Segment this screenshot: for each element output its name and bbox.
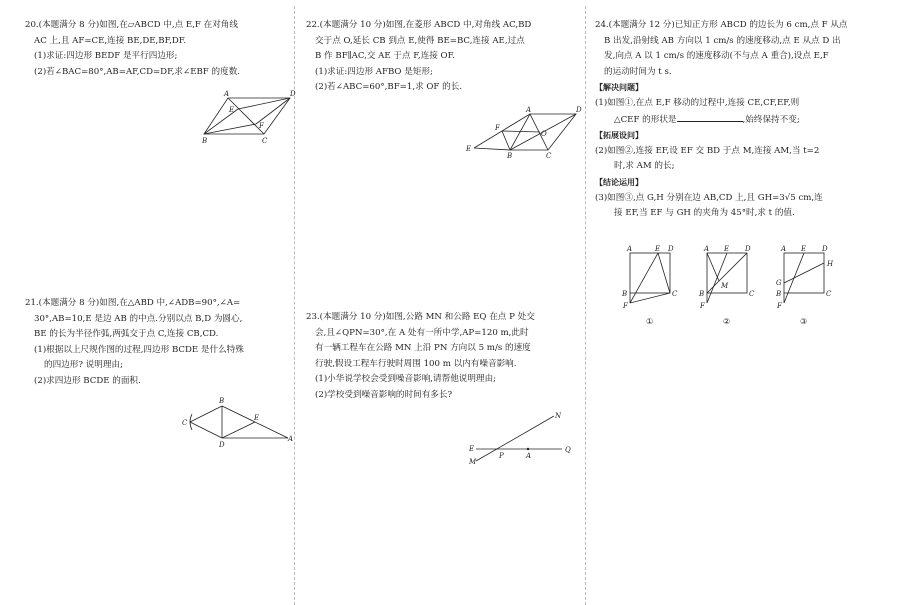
- q24-fig2-label-c: C: [749, 290, 755, 298]
- q21-label-d: D: [219, 441, 225, 449]
- q23-road-mn: [476, 416, 554, 461]
- q22-part1: (1)求证:四边形 AFBO 是矩形;: [315, 66, 433, 77]
- q24-fig2-label-e: E: [724, 245, 730, 253]
- q21-label-c: C: [182, 419, 188, 427]
- q22-figure: [464, 108, 582, 160]
- q21-label-b: B: [219, 397, 225, 405]
- q24-fig2-label-d: D: [745, 245, 751, 253]
- q23-line4: 行驶,假设工程车行驶时周围 100 m 以内有噪音影响.: [315, 358, 517, 369]
- q24-fig3-segment-gh: [784, 263, 824, 283]
- q23-point-a: [527, 448, 529, 450]
- q20-label-d: D: [290, 90, 296, 98]
- q24-fig3-label-g: G: [776, 279, 782, 287]
- q23-label-m: M: [469, 458, 477, 466]
- q24-part2b: 时,求 AM 的长;: [614, 161, 675, 172]
- q24-line4: 的运动时间为 t s.: [604, 66, 672, 77]
- q24-part2a: (2)如图②,连接 EF,设 EF 交 BD 于点 M,连接 AM,当 t=2: [595, 145, 820, 156]
- q24-line3: 发,向点 A 以 1 cm/s 的速度移动(不与点 A 重合),设点 E,F: [604, 51, 829, 62]
- q23-figure: [466, 408, 578, 466]
- q21-line3: BE 的长为半径作弧,两弧交于点 C,连接 CB,CD.: [34, 329, 219, 340]
- question-20: [25, 18, 287, 80]
- q24-fig3-label-b: B: [776, 290, 782, 298]
- q21-part1b: 的四边形? 说明理由;: [44, 360, 123, 371]
- q24-figure-1: [620, 245, 682, 329]
- q24-fig1-label-b: B: [622, 290, 628, 298]
- q24-fig1-caption: ①: [646, 317, 654, 326]
- q24-fig3-caption: ③: [800, 317, 808, 326]
- q22-label-b: B: [507, 152, 513, 160]
- q24-part1c: ,始终保持不变;: [742, 114, 800, 125]
- q24-fig2-label-a: A: [704, 245, 710, 253]
- q23-part2: (2)学校受到噪音影响的时间有多长?: [315, 389, 453, 400]
- question-24: [595, 18, 880, 222]
- q24-fig1-label-f: F: [623, 302, 628, 310]
- question-23: [306, 310, 582, 404]
- q24-fig1-segment-ef: [630, 253, 658, 303]
- q22-part2: (2)若∠ABC=60°,BF=1,求 OF 的长.: [315, 82, 463, 93]
- q23-label-p: P: [499, 452, 504, 460]
- q24-fig3-label-a: A: [781, 245, 787, 253]
- q22-line3: B 作 BF∥AC,交 AE 于点 F,连接 OF.: [315, 51, 455, 62]
- q24-fig2-label-m: M: [721, 282, 729, 290]
- q23-label-q: Q: [565, 446, 571, 454]
- q20-part2: (2)若∠BAC=80°,AB=AF,CD=DF,求∠EBF 的度数.: [34, 66, 241, 77]
- q21-segment-de: [222, 422, 255, 438]
- q24-tag-solve: 【解决问题】: [595, 83, 643, 93]
- q24-fig2-caption: ②: [723, 317, 731, 326]
- q20-figure: [198, 90, 298, 146]
- q21-line2: 30°,AB=10,E 是边 AB 的中点.分别以点 B,D 为圆心,: [34, 313, 243, 324]
- q24-fig2-label-f: F: [700, 302, 705, 310]
- q23-part1: (1)小华说学校会受到噪音影响,请帮他说明理由;: [315, 374, 497, 385]
- q24-figure-2: [697, 245, 759, 329]
- q24-figure-3: [774, 245, 842, 329]
- q21-part1a: (1)根据以上尺规作图的过程,四边形 BCDE 是什么特殊: [34, 344, 244, 355]
- q24-fig3-label-e: E: [801, 245, 807, 253]
- q22-head: 22.(本题满分 10 分)如图,在菱形 ABCD 中,对角线 AC,BD: [306, 20, 532, 30]
- q24-fig2-segment-am: [707, 253, 719, 281]
- q24-fig1-label-d: D: [668, 245, 674, 253]
- q23-label-a: A: [526, 452, 532, 460]
- q22-label-c: C: [546, 152, 552, 160]
- q20-label-e: E: [229, 106, 235, 114]
- q22-label-d: D: [576, 106, 582, 114]
- q24-part1b-line: [595, 112, 880, 129]
- q21-segment-cd: [190, 422, 222, 438]
- q22-segment-of: [502, 131, 540, 132]
- q20-label-c: C: [262, 137, 268, 145]
- q20-part1: (1)求证:四边形 BEDF 是平行四边形;: [34, 51, 178, 62]
- q24-fig2-label-b: B: [699, 290, 705, 298]
- q22-line2: 交于点 O,延长 CB 到点 E,使得 BE=BC,连接 AE,过点: [315, 35, 525, 46]
- q24-part3b: 接 EF,当 EF 与 GH 的夹角为 45°时,求 t 的值.: [614, 208, 795, 219]
- q22-label-o: O: [541, 130, 547, 138]
- q23-label-e: E: [469, 445, 475, 453]
- q24-fig1-label-e: E: [655, 245, 661, 253]
- q24-line2: B 出发,沿射线 AB 方向以 1 cm/s 的速度移动,点 E 从点 D 出: [604, 35, 841, 46]
- q22-segment-bf: [502, 131, 510, 150]
- q20-segment-bf: [204, 124, 256, 134]
- q24-answer-blank: [677, 112, 743, 122]
- question-21: [25, 296, 287, 390]
- q21-segment-cb: [190, 406, 222, 422]
- q21-figure: [180, 394, 292, 454]
- q22-label-e: E: [466, 145, 472, 153]
- q20-label-b: B: [202, 137, 208, 145]
- q20-line2: AC 上,且 AF=CE,连接 BE,DE,BF,DF.: [34, 35, 187, 46]
- q23-line3: 有一辆工程车在公路 MN 上沿 PN 方向以 5 m/s 的速度: [315, 343, 531, 354]
- q21-arc: [190, 414, 192, 430]
- q22-label-f: F: [495, 124, 500, 132]
- q24-fig1-label-c: C: [672, 290, 678, 298]
- q24-fig3-label-h: H: [827, 260, 834, 268]
- q24-part1b: △CEF 的形状是: [614, 114, 677, 125]
- q23-line2: 会,且∠QPN=30°,在 A 处有一所中学,AP=120 m,此时: [315, 327, 529, 338]
- q24-fig1-segment-ce: [658, 253, 670, 293]
- q24-head: 24.(本题满分 12 分)已知正方形 ABCD 的边长为 6 cm,点 F 从点: [595, 20, 848, 30]
- q20-label-f: F: [259, 122, 264, 130]
- q24-fig3-label-d: D: [822, 245, 828, 253]
- q20-head: 20.(本题满分 8 分)如图,在▱ABCD 中,点 E,F 在对角线: [25, 20, 238, 30]
- q22-label-a: A: [526, 106, 532, 114]
- q22-segment-eb: [474, 148, 510, 150]
- q20-label-a: A: [224, 90, 230, 98]
- q21-label-a: A: [288, 435, 294, 443]
- q21-part2: (2)求四边形 BCDE 的面积.: [34, 375, 141, 386]
- column-divider-2: [585, 6, 586, 605]
- question-22: [306, 18, 582, 96]
- q24-tag-apply: 【结论运用】: [595, 177, 643, 187]
- q24-part1a: (1)如图①,在点 E,F 移动的过程中,连接 CE,CF,EF,则: [595, 97, 800, 108]
- q24-part3a: (3)如图③,点 G,H 分别在边 AB,CD 上,且 GH=3√5 cm,连: [595, 192, 823, 203]
- q20-parallelogram: [204, 98, 290, 134]
- q24-fig1-segment-cf: [630, 293, 670, 303]
- q24-fig1-label-a: A: [627, 245, 633, 253]
- q24-fig3-label-f: F: [777, 302, 782, 310]
- q21-label-e: E: [254, 414, 260, 422]
- q24-fig3-label-c: C: [826, 290, 832, 298]
- q23-head: 23.(本题满分 10 分)如图,公路 MN 和公路 EQ 在点 P 处交: [306, 312, 535, 322]
- q23-label-n: N: [555, 412, 562, 420]
- q21-head: 21.(本题满分 8 分)如图,在△ABD 中,∠ADB=90°,∠A=: [25, 298, 241, 308]
- q24-tag-extend: 【拓展设问】: [595, 131, 643, 141]
